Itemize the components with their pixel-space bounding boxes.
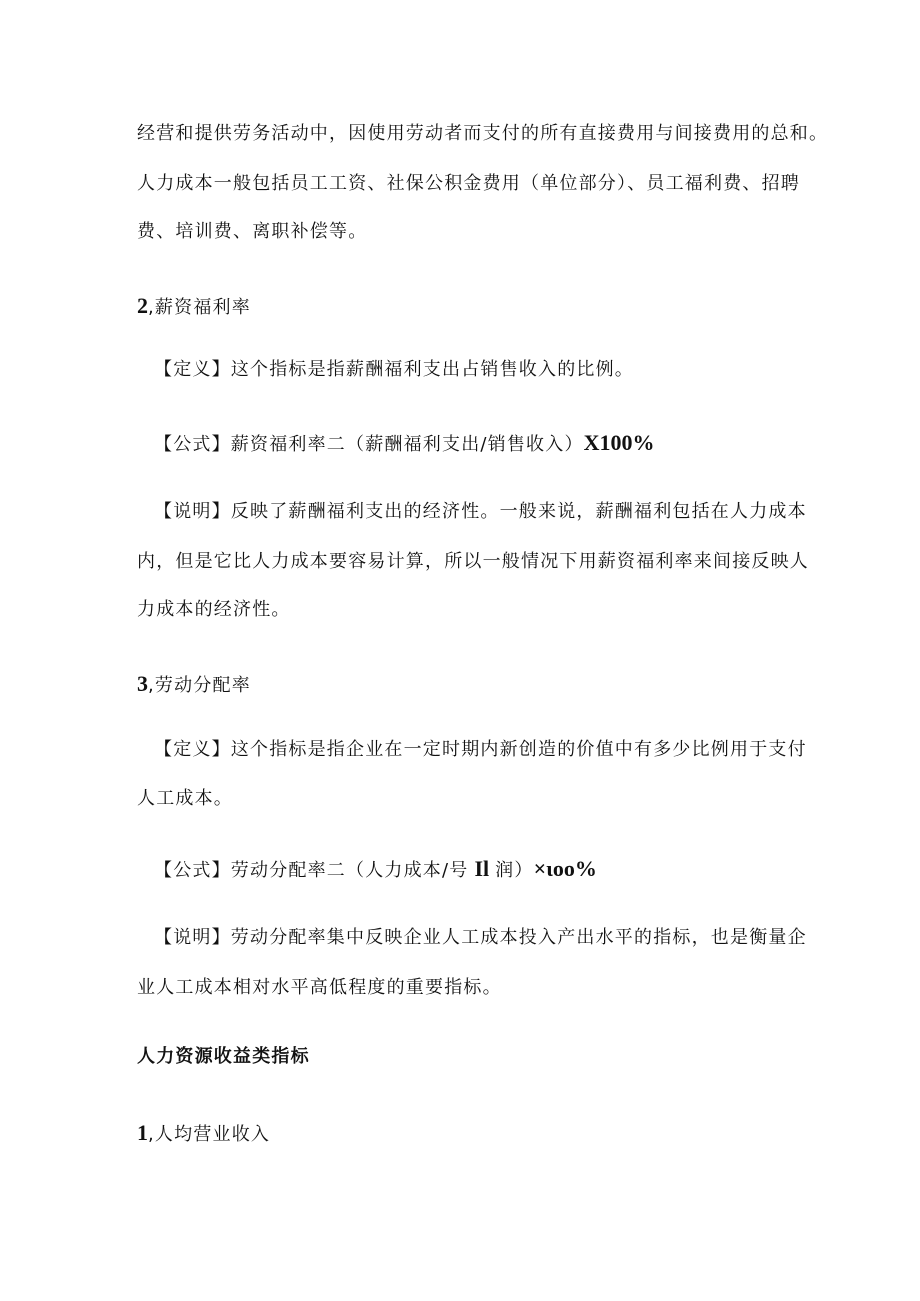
section-2-definition: 【定义】这个指标是指薪酬福利支出占销售收入的比例。 — [154, 359, 634, 380]
section-1b-heading — [137, 1121, 270, 1147]
section-3-formula-mid: Il — [474, 856, 490, 881]
section-3-heading — [137, 672, 251, 698]
section-3-number: 3 — [137, 671, 148, 696]
section-3-definition-line-2: 人工成本。 — [137, 788, 233, 809]
section-2-heading — [137, 294, 251, 320]
section-1b-title: 人均营业收入 — [154, 1124, 271, 1145]
intro-line-3: 费、培训费、离职补偿等。 — [137, 221, 368, 242]
section-3-definition-line-1: 【定义】这个指标是指企业在一定时期内新创造的价值中有多少比例用于支付 — [154, 739, 807, 760]
section-2-formula-tail: X100% — [583, 430, 655, 455]
section-1b-number: 1 — [137, 1120, 148, 1145]
section-1b-separator: , — [148, 1124, 155, 1145]
category-heading: 人力资源收益类指标 — [137, 1046, 310, 1067]
section-2-explain-line-1: 【说明】反映了薪酬福利支出的经济性。一般来说，薪酬福利包括在人力成本 — [154, 501, 807, 522]
section-2-title: 薪资福利率 — [154, 297, 251, 318]
section-3-formula — [154, 857, 597, 883]
section-2-separator: , — [148, 297, 155, 318]
section-2-formula — [154, 431, 655, 457]
section-3-explain-line-2: 业人工成本相对水平高低程度的重要指标。 — [137, 977, 502, 998]
section-3-formula-text: 【公式】劳动分配率二（人力成本/号 — [154, 860, 469, 881]
section-2-formula-text: 【公式】薪资福利率二（薪酬福利支出/销售收入） — [154, 434, 584, 455]
section-2-number: 2 — [137, 293, 148, 318]
section-3-separator: , — [148, 675, 155, 696]
section-3-formula-text-2: 润） — [495, 860, 534, 881]
section-3-title: 劳动分配率 — [154, 675, 251, 696]
section-2-explain-line-3: 力成本的经济性。 — [137, 599, 291, 620]
section-3-explain-line-1: 【说明】劳动分配率集中反映企业人工成本投入产出水平的指标，也是衡量企 — [154, 927, 807, 948]
section-3-formula-tail: ×ιoo% — [533, 856, 597, 881]
intro-line-2: 人力成本一般包括员工工资、社保公积金费用（单位部分）、员工福利费、招聘 — [137, 173, 800, 194]
section-2-explain-line-2: 内，但是它比人力成本要容易计算，所以一般情况下用薪资福利率来间接反映人 — [137, 551, 809, 572]
intro-line-1: 经营和提供劳务活动中，因使用劳动者而支付的所有直接费用与间接费用的总和。 — [137, 123, 829, 144]
